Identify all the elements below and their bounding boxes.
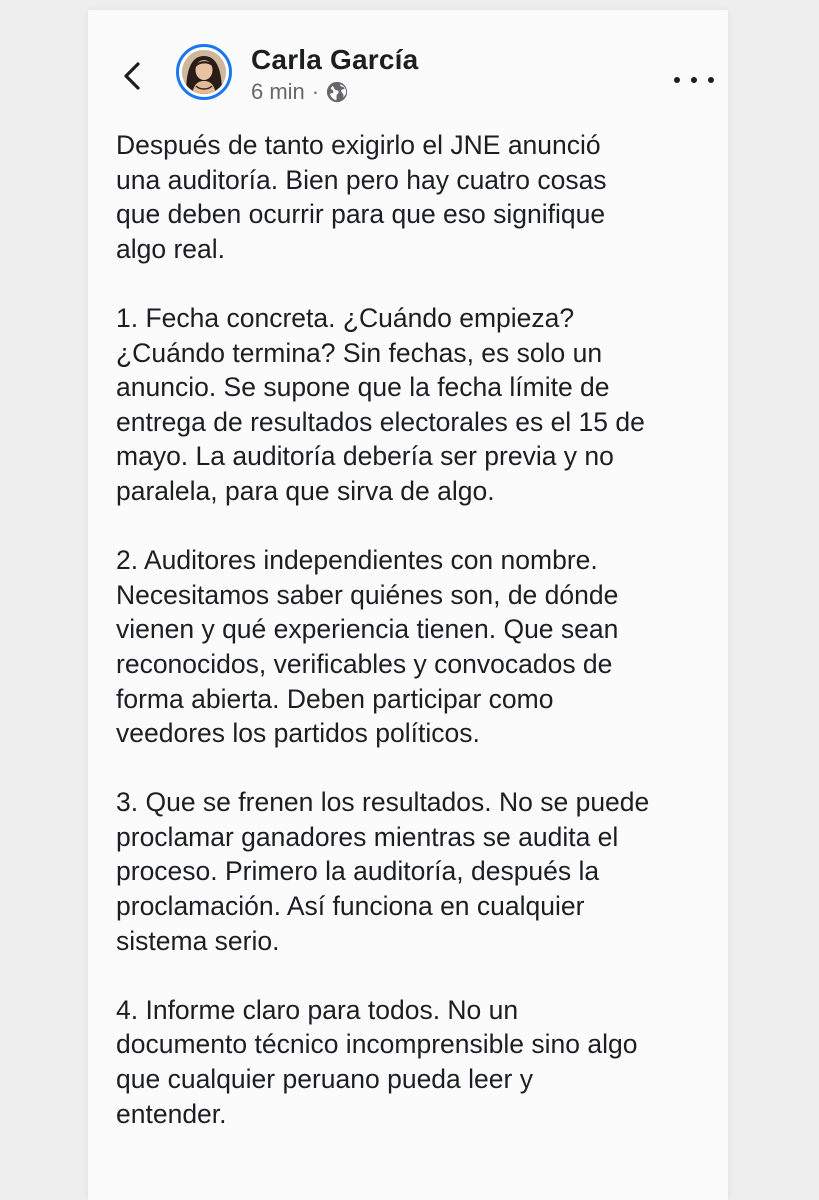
text-line: entrega de resultados electorales es el 15 de [116,406,645,437]
more-options-button[interactable] [674,72,714,88]
post-timestamp[interactable]: 6 min [251,79,305,104]
text-line: proceso. Primero la auditoría, después la [116,856,600,887]
post-text [116,128,721,1131]
text-line: mayo. La auditoría debería ser previa y no [116,441,614,472]
text-line: proclamación. Así funciona en cualquier [116,891,585,922]
text-line: Necesitamos saber quiénes son, de dónde [116,579,619,610]
post-paragraph [116,785,721,958]
meta-separator: · [311,79,320,104]
text-line: que deben ocurrir para que eso signifique [116,199,606,230]
more-horizontal-icon [674,77,680,83]
text-line: veedores los partidos políticos. [116,718,480,749]
text-line: paralela, para que sirva de algo. [116,475,495,506]
text-line: proclamar ganadores mientras se audita el [116,821,619,852]
text-line: sistema serio. [116,925,280,956]
text-line: reconocidos, verificables y convocados de [116,648,613,679]
text-line: algo real. [116,233,226,264]
text-line: Después de tanto exigirlo el JNE anunció [116,130,601,160]
globe-icon[interactable] [326,81,348,103]
chevron-left-icon [118,56,148,96]
text-line: ¿Cuándo termina? Sin fechas, es solo un [116,337,603,368]
text-line: vienen y qué experiencia tienen. Que sean [116,614,619,645]
text-line: 3. Que se frenen los resultados. No se puede [116,787,650,818]
author-name[interactable]: Carla García [251,44,419,75]
text-line: una auditoría. Bien pero hay cuatro cosas [116,164,607,195]
post-paragraph [116,128,721,266]
text-line: 1. Fecha concreta. ¿Cuándo empieza? [116,302,575,333]
avatar-photo [182,50,226,94]
text-line: entender. [116,1098,227,1129]
post-meta [251,79,348,105]
back-button[interactable] [118,56,148,96]
post-paragraph [116,993,721,1131]
text-line: 4. Informe claro para todos. No un [116,994,519,1025]
text-line: documento técnico incomprensible sino algo [116,1029,638,1060]
text-line: que cualquier peruano pueda leer y [116,1064,533,1095]
text-line: forma abierta. Deben participar como [116,683,554,714]
text-line: anuncio. Se supone que la fecha límite de [116,372,610,403]
post-header [88,16,728,126]
post-paragraph [116,301,721,509]
text-line: 2. Auditores independientes con nombre. [116,545,598,576]
post-paragraph [116,543,721,751]
avatar[interactable] [176,44,232,100]
